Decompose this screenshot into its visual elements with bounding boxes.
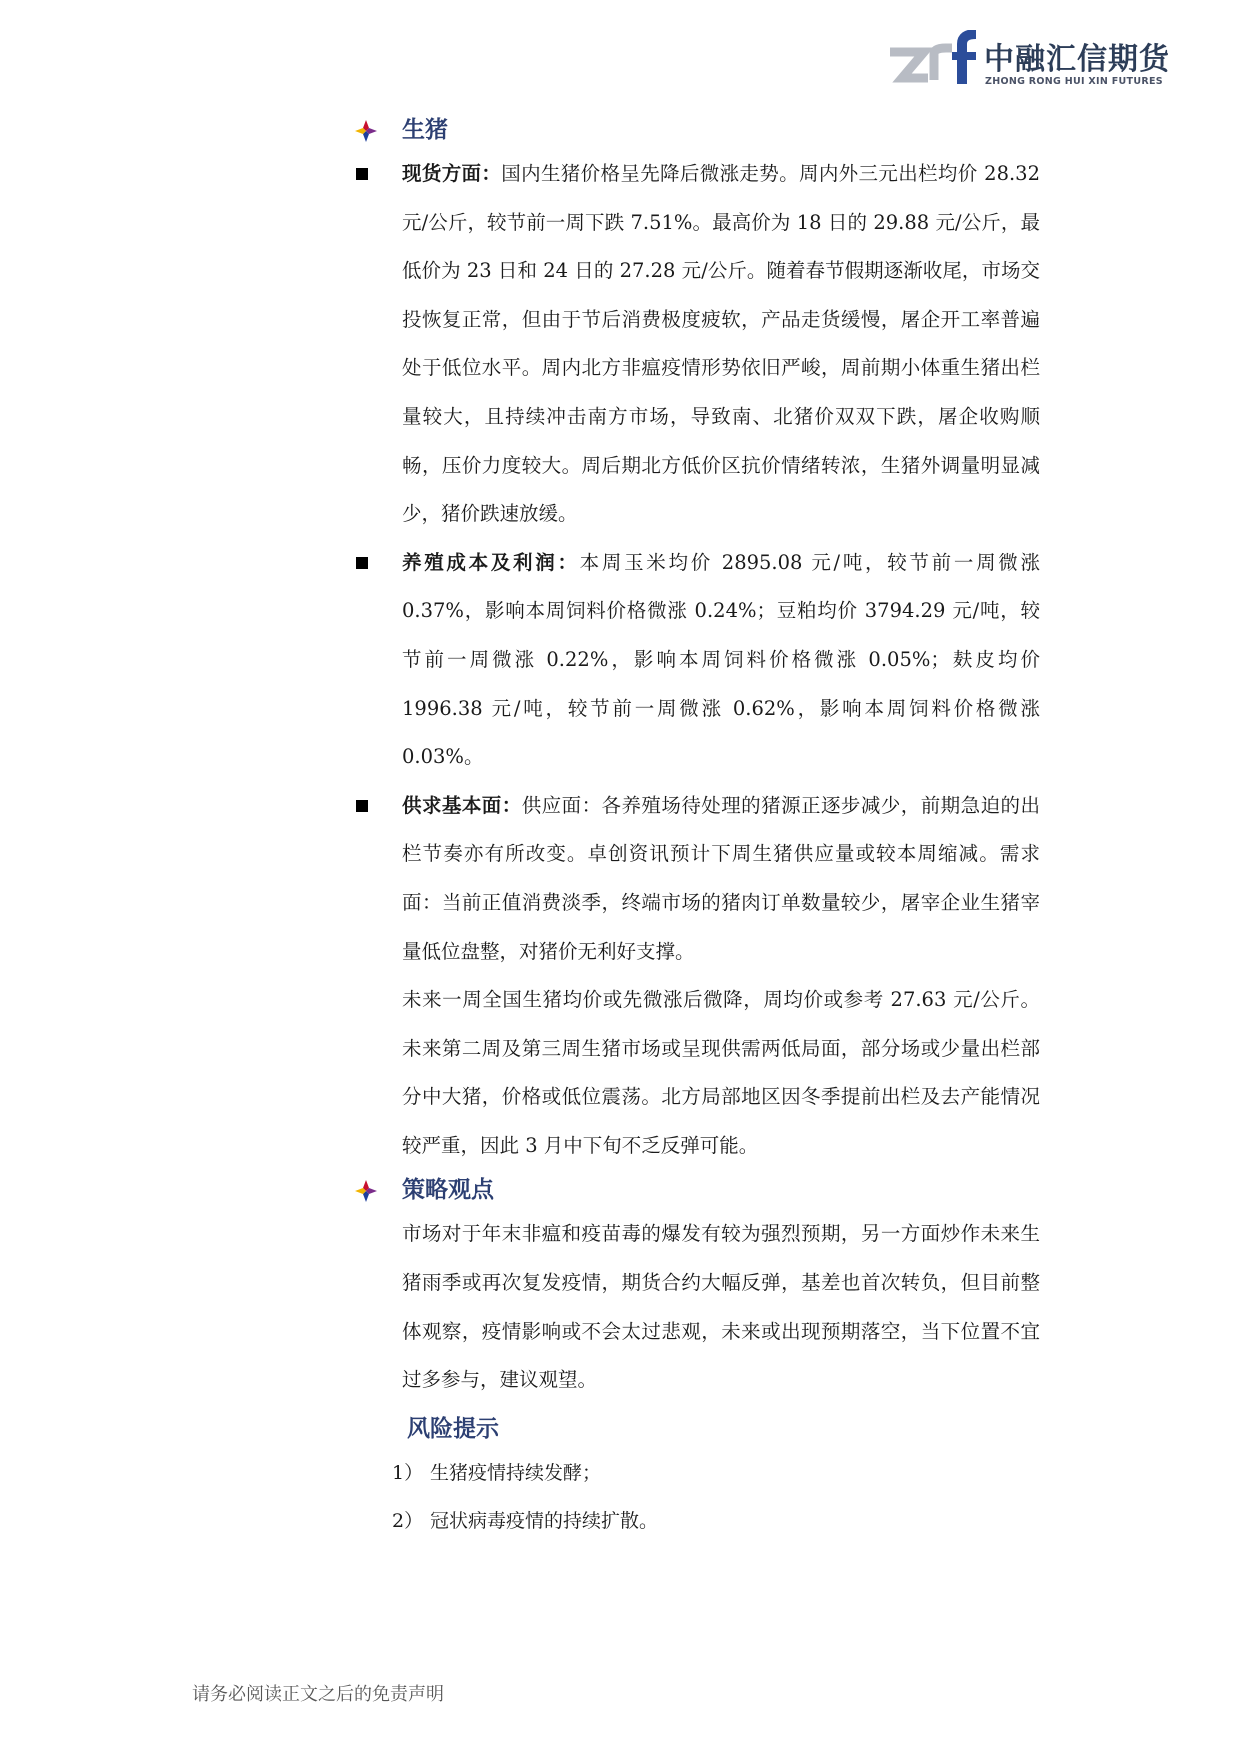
paragraph-text: 国内生猪价格呈先降后微涨走势。周内外三元出栏均价 28.32 元/公斤，较节前一周下跌 7.51%。最高价为 18 日的 29.88 元/公斤，最低价为 23 日和 24 日的 27.28 元/公斤。随着春节假期逐渐收尾，市场交投恢复正常，但由于节后消费极度疲软，产品走货缓慢，屠企开工率普遍处于低位水平。周内北方非瘟疫情形势依旧严峻，周前期小体重生猪出栏量较大，且持续冲击南方市场，导致南、北猪价双双下跌，屠企收购顺畅，压价力度较大。周后期北方低价区抗价情绪转浓，生猪外调量明显减少，猪价跌速放缓。 bbox=[402, 162, 1040, 526]
paragraph-label: 现货方面： bbox=[402, 162, 502, 185]
paragraph-text: 本周玉米均价 2895.08 元/吨，较节前一周微涨 0.37%，影响本周饲料价格微涨 0.24%；豆粕均价 3794.29 元/吨，较节前一周微涨 0.22%，影响本周饲料价格微涨 0.05%；麸皮均价 1996.38 元/吨，较节前一周微涨 0.62%，影响本周饲料价格微涨 0.03%。 bbox=[402, 550, 1040, 769]
list-number: 1） bbox=[392, 1461, 424, 1484]
list-text: 冠状病毒疫情的持续扩散。 bbox=[430, 1509, 659, 1532]
zrf-logo-mark-icon bbox=[884, 30, 980, 92]
paragraph-text: 供应面：各养殖场待处理的猪源正逐步减少，前期急迫的出栏节奏亦有所改变。卓创资讯预计下周生猪供应量或较本周缩减。需求面：当前正值消费淡季，终端市场的猪肉订单数量较少，屠宰企业生猪宰量低位盘整，对猪价无利好支撑。 bbox=[402, 793, 1040, 963]
section-title: 策略观点 bbox=[402, 1177, 494, 1204]
section-heading-strategy bbox=[350, 1170, 1040, 1210]
strategy-paragraph: 市场对于年末非瘟和疫苗毒的爆发有较为强烈预期，另一方面炒作未来生猪雨季或再次复发疫情，期货合约大幅反弹，基差也首次转负，但目前整体观察，疫情影响或不会太过悲观，未来或出现预期落空，当下位置不宜过多参与，建议观望。 bbox=[402, 1222, 1040, 1392]
diamond-arrow-bullet-icon bbox=[355, 120, 377, 142]
square-bullet-icon bbox=[356, 168, 368, 180]
square-bullet-icon bbox=[356, 557, 368, 569]
square-bullet-icon bbox=[356, 800, 368, 812]
outlook-paragraph: 未来一周全国生猪均价或先微涨后微降，周均价或参考 27.63 元/公斤。未来第二周及第三周生猪市场或呈现供需两低局面，部分场或少量出栏部分中大猪，价格或低位震荡。北方局部地区因冬季提前出栏及去产能情况较严重，因此 3 月中下旬不乏反弹可能。 bbox=[402, 988, 1040, 1157]
list-item bbox=[350, 1497, 1040, 1545]
section-title: 生猪 bbox=[402, 117, 448, 143]
list-item bbox=[350, 1449, 1040, 1497]
list-text: 生猪疫情持续发酵； bbox=[430, 1461, 602, 1484]
company-logo bbox=[884, 30, 1170, 92]
paragraph-label: 供求基本面： bbox=[402, 793, 522, 817]
spot-market-paragraph bbox=[350, 150, 1040, 539]
supply-demand-paragraph bbox=[350, 782, 1040, 976]
section-heading-hog bbox=[350, 110, 1040, 150]
logo-chinese-name: 中融汇信期货 bbox=[984, 42, 1170, 77]
risk-heading: 风险提示 bbox=[407, 1415, 499, 1442]
logo-english-name: ZHONG RONG HUI XIN FUTURES bbox=[985, 76, 1163, 87]
cost-profit-paragraph bbox=[350, 539, 1040, 782]
paragraph-label: 养殖成本及利润： bbox=[402, 550, 580, 574]
report-body bbox=[350, 110, 1040, 1545]
disclaimer-footer: 请务必阅读正文之后的免责声明 bbox=[192, 1684, 444, 1705]
list-number: 2） bbox=[392, 1509, 424, 1532]
diamond-arrow-bullet-icon bbox=[355, 1180, 377, 1202]
